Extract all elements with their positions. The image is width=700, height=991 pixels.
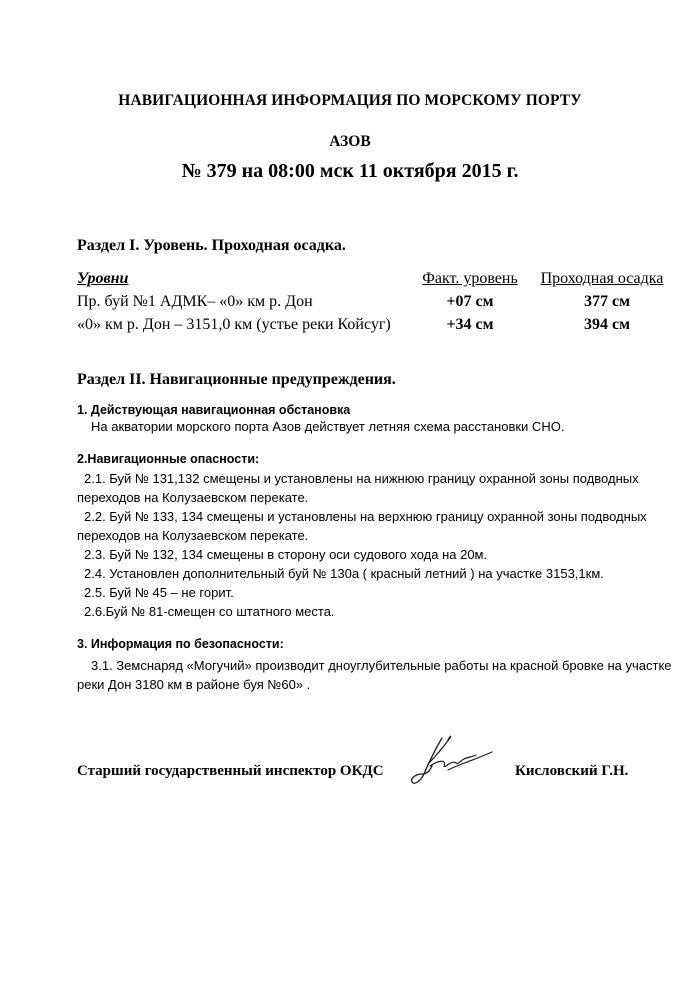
- handwritten-signature: [408, 730, 500, 790]
- table-row-2-fact: +34 см: [446, 316, 494, 333]
- hazard-line: 2.4. Установлен дополнительный буй № 130а ( красный летний ) на участке 3153,1км.: [84, 566, 604, 581]
- document-title: НАВИГАЦИОННАЯ ИНФОРМАЦИЯ ПО МОРСКОМУ ПОРТУ: [118, 92, 582, 109]
- safety-line: реки Дон 3180 км в районе буя №60» .: [77, 677, 311, 692]
- hazard-line: 2.1. Буй № 131,132 смещены и установлены на нижнюю границу охранной зоны подводных: [84, 471, 639, 486]
- section2-title: Раздел II. Навигационные предупреждения.: [77, 371, 396, 388]
- draft-column-header: Проходная осадка: [540, 270, 664, 287]
- table-row-2-name: «0» км р. Дон – 3151,0 км (устье реки Койсуг): [77, 316, 391, 333]
- hazard-line: 2.2. Буй № 133, 134 смещены и установлены на верхнюю границу охранной зоны подводных: [84, 509, 647, 524]
- inspector-position: Старший государственный инспектор ОКДС: [77, 763, 384, 779]
- table-row-1-name: Пр. буй №1 АДМК– «0» км р. Дон: [77, 293, 313, 310]
- hazard-line: переходов на Колузаевском перекате.: [77, 528, 309, 543]
- subsection3-title: 3. Информация по безопасности:: [77, 637, 284, 651]
- port-name: АЗОВ: [329, 133, 371, 150]
- levels-column-header: Уровни: [77, 270, 129, 287]
- table-row-2-draft: 394 см: [584, 316, 630, 333]
- fact-level-column-header: Факт. уровень: [422, 270, 518, 287]
- subsection2-title: 2.Навигационные опасности:: [77, 452, 260, 466]
- subsection1-title: 1. Действующая навигационная обстановка: [77, 403, 351, 417]
- subsection1-text: На акватории морского порта Азов действует летняя схема расстановки СНО.: [91, 419, 565, 434]
- bulletin-number-date: № 379 на 08:00 мск 11 октября 2015 г.: [181, 160, 519, 182]
- hazard-line: 2.3. Буй № 132, 134 смещены в сторону оси судового хода на 20м.: [84, 547, 488, 562]
- hazard-line: 2.5. Буй № 45 – не горит.: [84, 585, 234, 600]
- section1-title: Раздел I. Уровень. Проходная осадка.: [77, 237, 346, 254]
- hazard-line: переходов на Колузаевском перекате.: [77, 490, 309, 505]
- hazard-line: 2.6.Буй № 81-смещен со штатного места.: [84, 604, 335, 619]
- inspector-name: Кисловский Г.Н.: [515, 763, 629, 779]
- table-row-1-draft: 377 см: [584, 293, 630, 310]
- table-row-1-fact: +07 см: [446, 293, 494, 310]
- safety-line: 3.1. Земснаряд «Могучий» производит дноуглубительные работы на красной бровке на участке: [91, 658, 672, 673]
